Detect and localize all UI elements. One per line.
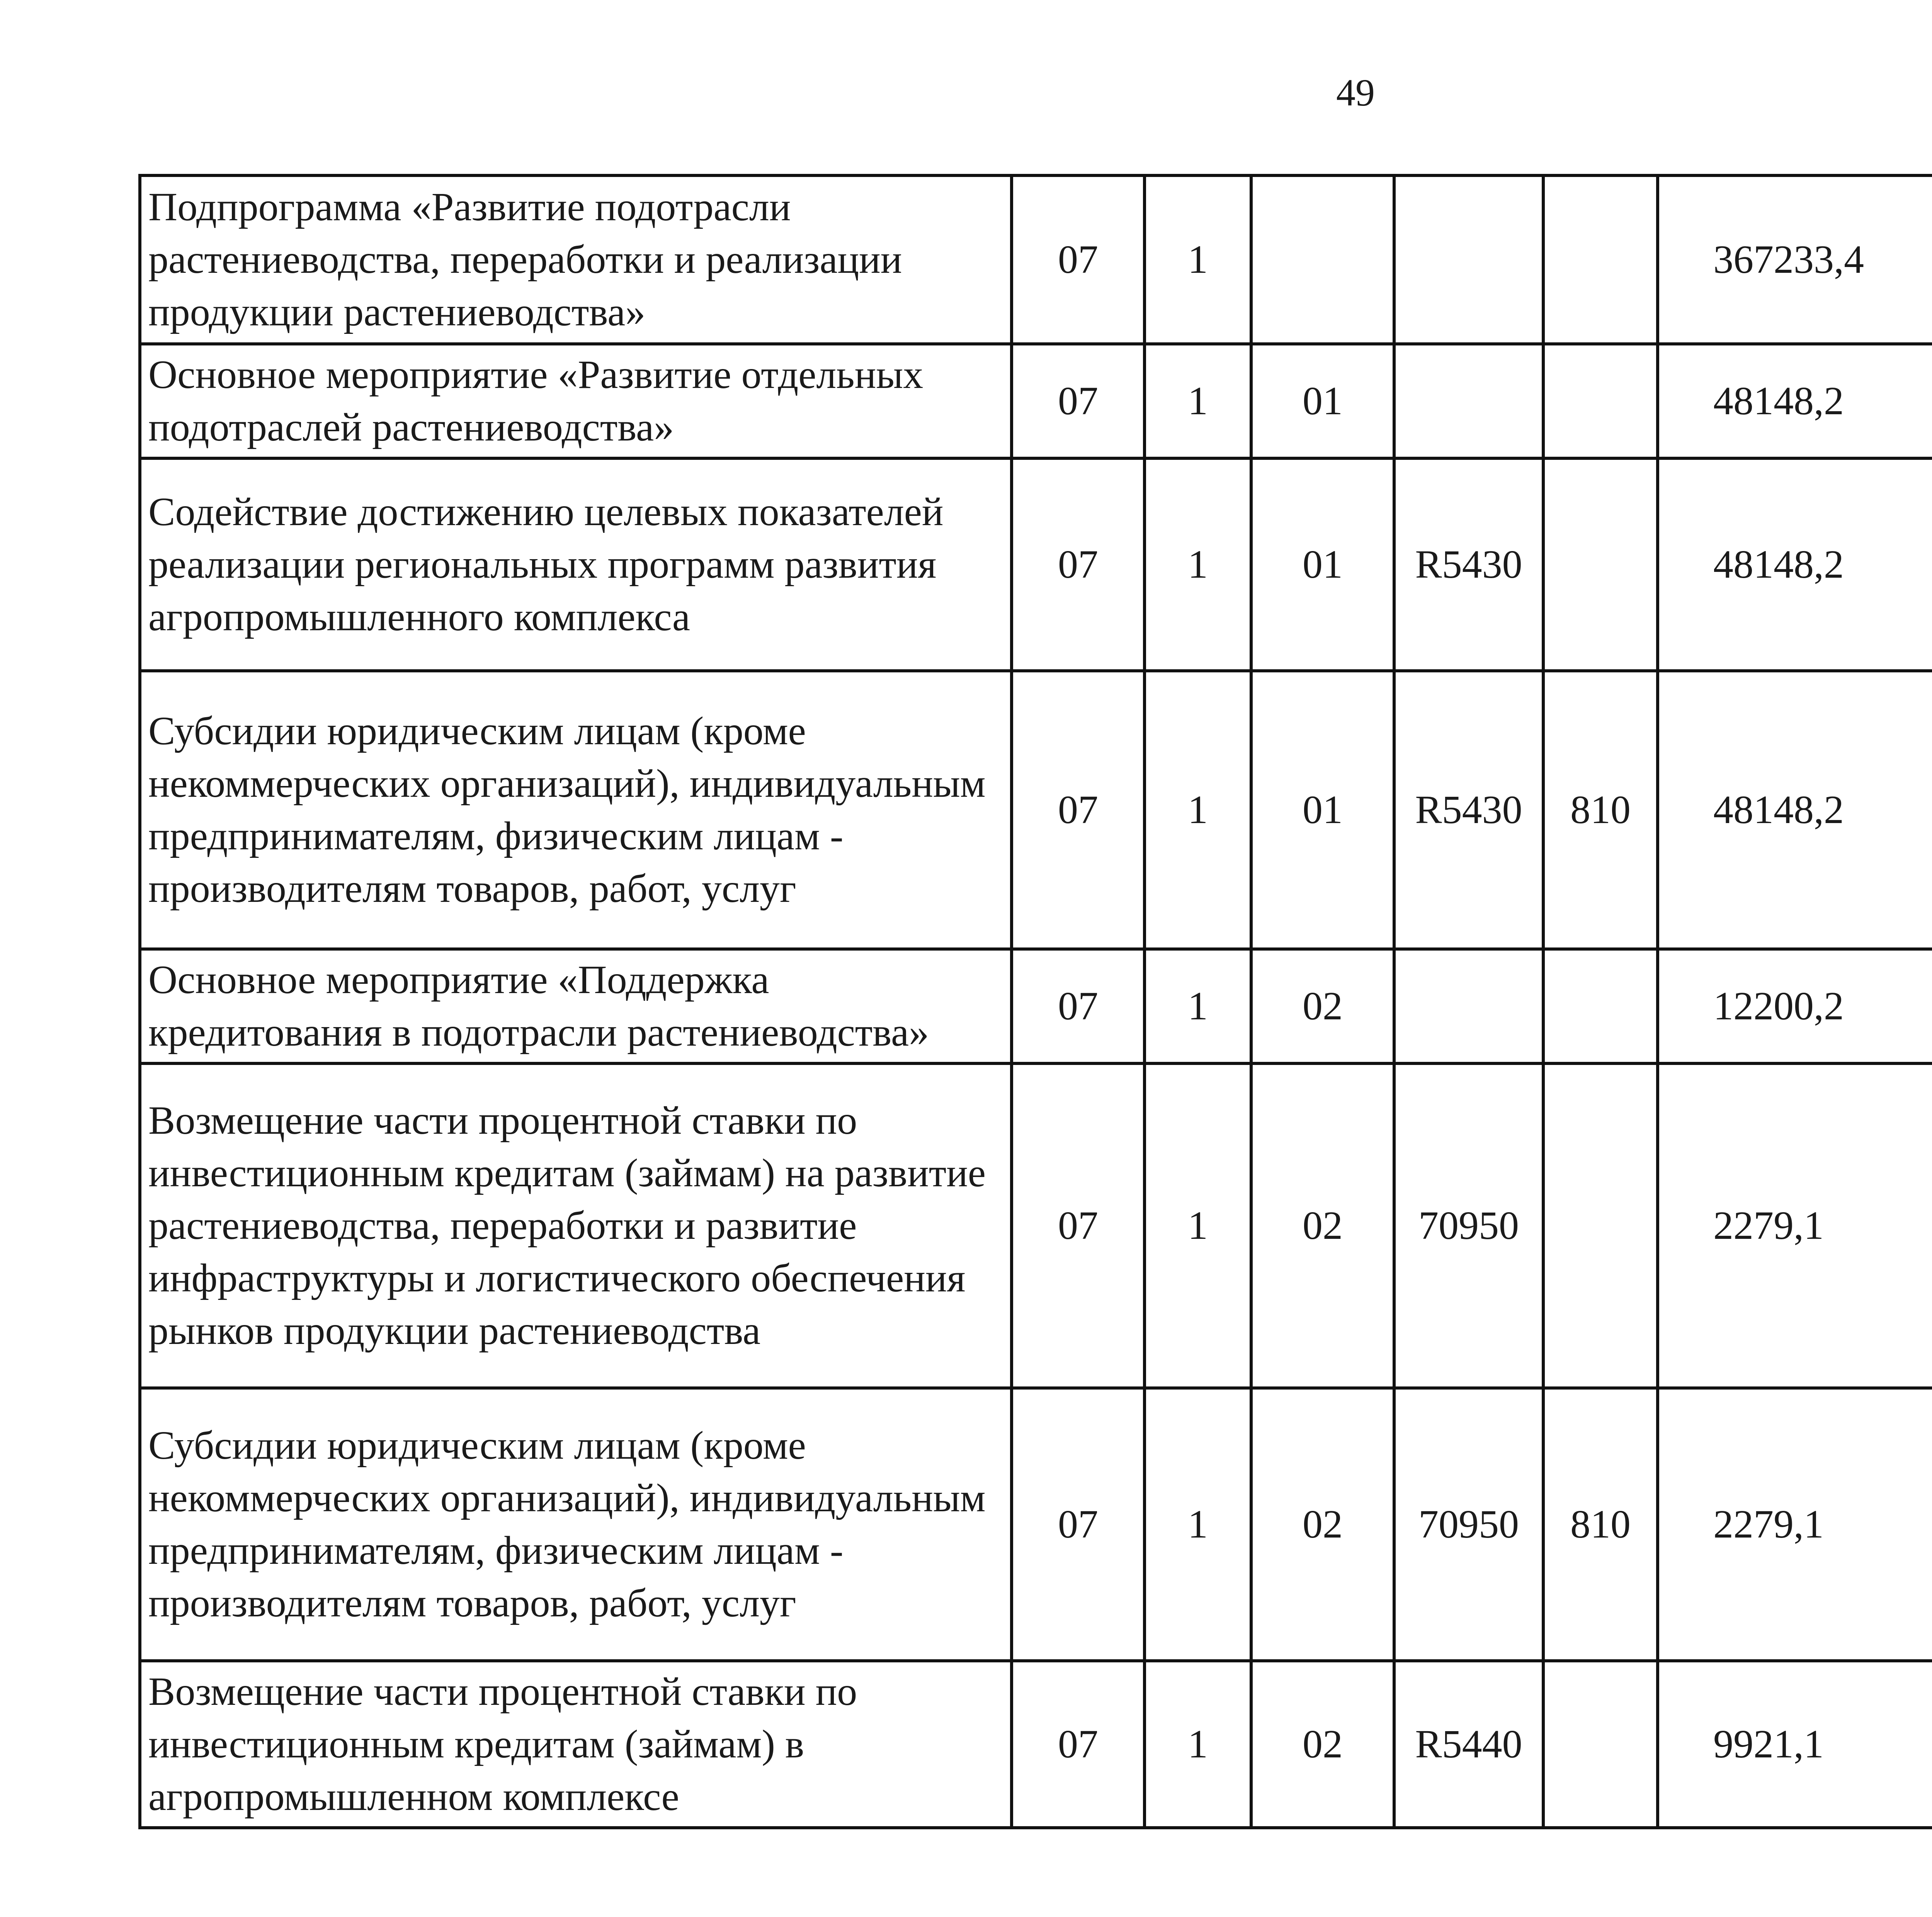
amount-year1-cell: 9921,1 [1658,1661,1932,1828]
target-article-cell: 70950 [1394,1388,1543,1661]
ministry-code-cell: 07 [1012,458,1145,671]
row-name-cell: Содействие достижению целевых показателей реализации региональных программ развития агропромышленного комплекса [140,458,1012,671]
expense-type-cell: 810 [1543,671,1658,949]
ministry-code-cell: 07 [1012,344,1145,458]
ministry-code-cell: 07 [1012,1388,1145,1661]
expense-type-cell [1543,1661,1658,1828]
target-article-cell: R5440 [1394,1661,1543,1828]
table-row [140,671,1932,949]
expense-type-cell [1543,344,1658,458]
ministry-code-cell: 07 [1012,671,1145,949]
target-article-cell: R5430 [1394,458,1543,671]
target-article-cell [1394,949,1543,1063]
subprogram-code-cell: 1 [1145,458,1251,671]
target-article-cell [1394,344,1543,458]
activity-code-cell: 01 [1251,458,1394,671]
subprogram-code-cell: 1 [1145,1661,1251,1828]
amount-year1-cell: 2279,1 [1658,1388,1932,1661]
table-row [140,1661,1932,1828]
row-name-cell: Основное мероприятие «Развитие отдельных подотраслей растениеводства» [140,344,1012,458]
table-row [140,175,1932,344]
subprogram-code-cell: 1 [1145,671,1251,949]
activity-code-cell: 01 [1251,671,1394,949]
activity-code-cell: 02 [1251,1063,1394,1388]
expense-type-cell [1543,175,1658,344]
ministry-code-cell: 07 [1012,949,1145,1063]
activity-code-cell: 01 [1251,344,1394,458]
target-article-cell: R5430 [1394,671,1543,949]
expense-type-cell [1543,949,1658,1063]
expense-type-cell: 810 [1543,1388,1658,1661]
budget-table [138,174,1932,1829]
amount-year1-cell: 48148,2 [1658,458,1932,671]
target-article-cell [1394,175,1543,344]
ministry-code-cell: 07 [1012,1661,1145,1828]
amount-year1-cell: 12200,2 [1658,949,1932,1063]
amount-year1-cell: 48148,2 [1658,344,1932,458]
expense-type-cell [1543,1063,1658,1388]
subprogram-code-cell: 1 [1145,344,1251,458]
row-name-cell: Субсидии юридическим лицам (кроме некоммерческих организаций), индивидуальным предпринимателям, физическим лицам - производителям товаров, работ, услуг [140,1388,1012,1661]
amount-year1-cell: 367233,4 [1658,175,1932,344]
activity-code-cell: 02 [1251,1388,1394,1661]
amount-year1-cell: 2279,1 [1658,1063,1932,1388]
table-row [140,458,1932,671]
target-article-cell: 70950 [1394,1063,1543,1388]
activity-code-cell: 02 [1251,1661,1394,1828]
subprogram-code-cell: 1 [1145,949,1251,1063]
subprogram-code-cell: 1 [1145,1388,1251,1661]
ministry-code-cell: 07 [1012,1063,1145,1388]
row-name-cell: Субсидии юридическим лицам (кроме некоммерческих организаций), индивидуальным предпринимателям, физическим лицам - производителям товаров, работ, услуг [140,671,1012,949]
activity-code-cell: 02 [1251,949,1394,1063]
row-name-cell: Подпрограмма «Развитие подотрасли растениеводства, переработки и реализации продукции растениеводства» [140,175,1012,344]
activity-code-cell [1251,175,1394,344]
subprogram-code-cell: 1 [1145,175,1251,344]
row-name-cell: Возмещение части процентной ставки по инвестиционным кредитам (займам) в агропромышленном комплексе [140,1661,1012,1828]
table-row [140,1388,1932,1661]
table-row [140,949,1932,1063]
row-name-cell: Основное мероприятие «Поддержка кредитования в подотрасли растениеводства» [140,949,1012,1063]
ministry-code-cell: 07 [1012,175,1145,344]
expense-type-cell [1543,458,1658,671]
page-number: 49 [1336,71,1375,114]
table-row [140,344,1932,458]
amount-year1-cell: 48148,2 [1658,671,1932,949]
table-row [140,1063,1932,1388]
row-name-cell: Возмещение части процентной ставки по инвестиционным кредитам (займам) на развитие растениеводства, переработки и развитие инфраструктуры и логистического обеспечения рынков продукции растениеводства [140,1063,1012,1388]
subprogram-code-cell: 1 [1145,1063,1251,1388]
